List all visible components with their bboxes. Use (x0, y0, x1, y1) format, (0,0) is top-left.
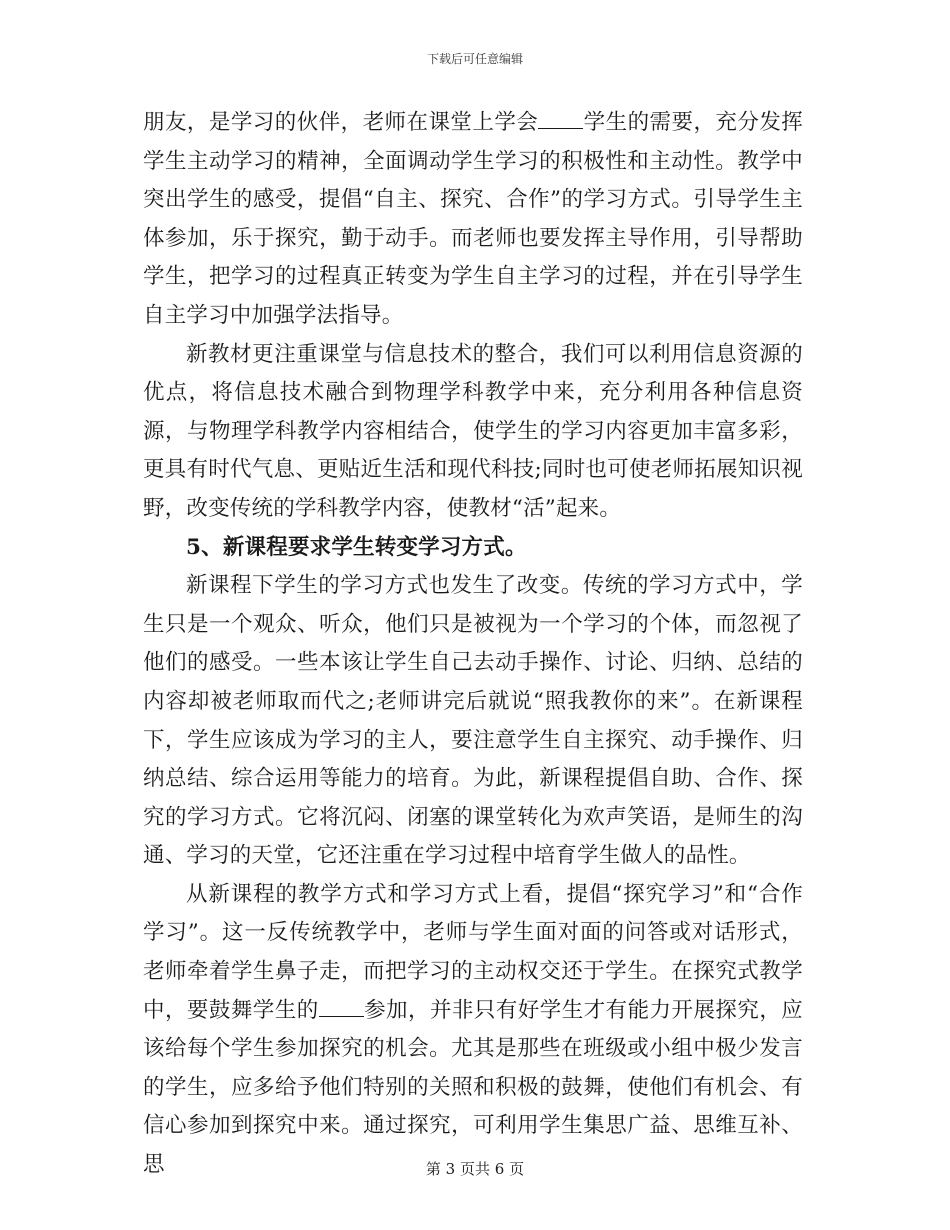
paragraph-1 (143, 104, 803, 336)
paragraph-4 (143, 876, 803, 1185)
section-heading-5: 5、新课程要求学生转变学习方式。 (186, 534, 527, 560)
paragraph-4-part-a: 从新课程的教学方式和学习方式上看，提倡“探究学习”和“合作学习”。这一反传统教学中，老师与学生面对面的问答或对话形式，老师牵着学生鼻子走，而把学习的主动权交还于学生。在探究式教学中，要鼓舞学生的 (143, 881, 803, 1023)
paragraph-2: 新教材更注重课堂与信息技术的整合，我们可以利用信息资源的优点，将信息技术融合到物理学科教学中来，充分利用各种信息资源，与物理学科教学内容相结合，使学生的学习内容更加丰富多彩，更具有时代气息、更贴近生活和现代科技;同时也可使老师拓展知识视野，改变传统的学科教学内容，使教材“活”起来。 (143, 341, 803, 521)
fill-blank-line (538, 109, 583, 129)
page-header (0, 50, 950, 67)
paragraph-3: 新课程下学生的学习方式也发生了改变。传统的学习方式中，学生只是一个观众、听众，他们只是被视为一个学习的个体，而忽视了他们的感受。一些本该让学生自己去动手操作、讨论、归纳、总结的内容却被老师取而代之;老师讲完后就说“照我教你的来”。在新课程下，学生应该成为学习的主人，要注意学生自主探究、动手操作、归纳总结、综合运用等能力的培育。为此，新课程提倡自助、合作、探究的学习方式。它将沉闷、闭塞的课堂转化为欢声笑语，是师生的沟通、学习的天堂，它还注重在学习过程中培育学生做人的品性。 (143, 573, 803, 869)
fill-blank-line (319, 996, 364, 1016)
paragraph-1-part-b: 学生的需要，充分发挥学生主动学习的精神，全面调动学生学习的积极性和主动性。教学中突出学生的感受，提倡“自主、探究、合作”的学习方式。引导学生主体参加，乐于探究，勤于动手。而老师也要发挥主导作用，引导帮助学生，把学习的过程真正转变为学生自主学习的过程，并在引导学生自主学习中加强学法指导。 (143, 110, 803, 328)
paragraph-1-part-a: 朋友，是学习的伙伴，老师在课堂上学会 (143, 110, 539, 135)
header-text: 下载后可任意编辑 (426, 52, 523, 66)
paragraph-4-part-b: 参加，并非只有好学生才有能力开展探究，应该给每个学生参加探究的机会。尤其是那些在班级或小组中极少发言的学生，应多给予他们特别的关照和积极的鼓舞，使他们有机会、有信心参加到探究中来。通过探究，可利用学生集思广益、思维互补、思 (143, 997, 803, 1178)
page-footer (0, 1158, 950, 1179)
page-number: 第 3 页共 6 页 (425, 1160, 525, 1178)
document-body (143, 104, 803, 1185)
